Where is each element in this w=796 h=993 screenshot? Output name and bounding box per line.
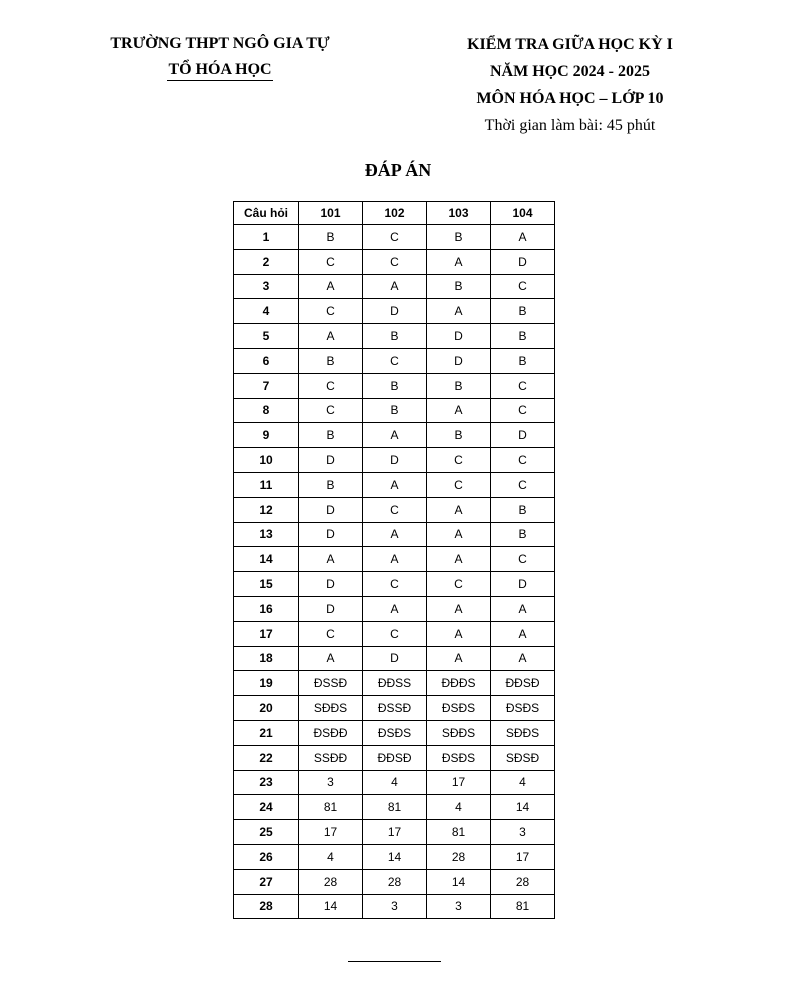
- answer-cell: ĐSSĐ: [299, 671, 363, 696]
- answer-cell: A: [427, 398, 491, 423]
- question-number: 18: [234, 646, 299, 671]
- answer-cell: A: [299, 646, 363, 671]
- answer-cell: C: [491, 274, 555, 299]
- question-number: 11: [234, 472, 299, 497]
- subject: MÔN HÓA HỌC – LỚP 10: [476, 90, 664, 107]
- answer-cell: D: [299, 448, 363, 473]
- answer-cell: B: [363, 398, 427, 423]
- answer-cell: D: [491, 572, 555, 597]
- answer-cell: ĐSĐS: [427, 696, 491, 721]
- table-row: [234, 274, 555, 299]
- answer-cell: 28: [299, 869, 363, 894]
- answer-cell: 17: [299, 820, 363, 845]
- answer-cell: C: [363, 348, 427, 373]
- answer-cell: B: [491, 324, 555, 349]
- answer-cell: 4: [363, 770, 427, 795]
- column-header-code: 102: [363, 202, 427, 225]
- answer-cell: B: [363, 373, 427, 398]
- table-row: [234, 720, 555, 745]
- answer-cell: C: [299, 373, 363, 398]
- answer-cell: D: [363, 646, 427, 671]
- duration: Thời gian làm bài: 45 phút: [484, 117, 656, 134]
- column-header-code: 103: [427, 202, 491, 225]
- question-number: 9: [234, 423, 299, 448]
- answer-cell: A: [427, 522, 491, 547]
- answer-key-table: [233, 201, 555, 919]
- answer-cell: ĐSĐS: [427, 745, 491, 770]
- answer-cell: SĐĐS: [427, 720, 491, 745]
- answer-cell: B: [427, 373, 491, 398]
- answer-cell: A: [299, 547, 363, 572]
- answer-cell: C: [299, 398, 363, 423]
- exam-header: [420, 31, 720, 139]
- column-header-code: 101: [299, 202, 363, 225]
- table-row: [234, 795, 555, 820]
- answer-cell: A: [363, 274, 427, 299]
- table-row: [234, 646, 555, 671]
- answer-cell: D: [491, 249, 555, 274]
- question-number: 6: [234, 348, 299, 373]
- answer-cell: 3: [363, 894, 427, 919]
- table-row: [234, 621, 555, 646]
- answer-cell: SĐSĐ: [491, 745, 555, 770]
- table-row: [234, 894, 555, 919]
- answer-cell: 28: [363, 869, 427, 894]
- answer-cell: C: [427, 448, 491, 473]
- answer-cell: 14: [299, 894, 363, 919]
- answer-cell: 14: [427, 869, 491, 894]
- answer-cell: C: [491, 472, 555, 497]
- table-row: [234, 596, 555, 621]
- answer-cell: C: [299, 621, 363, 646]
- question-number: 27: [234, 869, 299, 894]
- answer-cell: C: [363, 497, 427, 522]
- question-number: 1: [234, 225, 299, 250]
- table-row: [234, 225, 555, 250]
- answer-cell: A: [299, 324, 363, 349]
- answer-cell: A: [491, 646, 555, 671]
- answer-cell: 81: [363, 795, 427, 820]
- table-body: [234, 225, 555, 919]
- answer-cell: D: [363, 448, 427, 473]
- answer-cell: B: [299, 472, 363, 497]
- answer-cell: 17: [427, 770, 491, 795]
- question-number: 19: [234, 671, 299, 696]
- answer-cell: B: [299, 423, 363, 448]
- answer-cell: 14: [363, 844, 427, 869]
- answer-cell: D: [299, 596, 363, 621]
- answer-cell: C: [363, 225, 427, 250]
- table-row: [234, 398, 555, 423]
- question-number: 8: [234, 398, 299, 423]
- table-row: [234, 696, 555, 721]
- question-number: 3: [234, 274, 299, 299]
- table-row: [234, 373, 555, 398]
- answer-cell: B: [427, 423, 491, 448]
- answer-cell: D: [491, 423, 555, 448]
- answer-cell: 14: [491, 795, 555, 820]
- answer-cell: D: [427, 348, 491, 373]
- answer-cell: 17: [491, 844, 555, 869]
- table-row: [234, 844, 555, 869]
- table-row: [234, 770, 555, 795]
- answer-cell: A: [491, 225, 555, 250]
- answer-cell: C: [363, 572, 427, 597]
- answer-cell: ĐSĐS: [491, 696, 555, 721]
- question-number: 7: [234, 373, 299, 398]
- question-number: 17: [234, 621, 299, 646]
- answer-cell: 3: [491, 820, 555, 845]
- question-number: 25: [234, 820, 299, 845]
- answer-cell: A: [363, 547, 427, 572]
- column-header-code: 104: [491, 202, 555, 225]
- answer-cell: B: [491, 299, 555, 324]
- answer-cell: 3: [299, 770, 363, 795]
- school-name: TRƯỜNG THPT NGÔ GIA TỰ: [110, 35, 330, 52]
- table-row: [234, 423, 555, 448]
- question-number: 2: [234, 249, 299, 274]
- answer-cell: C: [491, 398, 555, 423]
- answer-cell: A: [427, 596, 491, 621]
- question-number: 12: [234, 497, 299, 522]
- question-number: 10: [234, 448, 299, 473]
- table-row: [234, 348, 555, 373]
- table-row: [234, 472, 555, 497]
- answer-cell: C: [363, 621, 427, 646]
- question-number: 26: [234, 844, 299, 869]
- answer-cell: A: [363, 472, 427, 497]
- answer-cell: B: [491, 348, 555, 373]
- answer-cell: A: [427, 497, 491, 522]
- answer-cell: A: [427, 249, 491, 274]
- answer-cell: 4: [427, 795, 491, 820]
- answer-cell: C: [363, 249, 427, 274]
- answer-cell: A: [427, 299, 491, 324]
- answer-cell: B: [363, 324, 427, 349]
- answer-cell: C: [427, 472, 491, 497]
- table-row: [234, 745, 555, 770]
- question-number: 4: [234, 299, 299, 324]
- table-header-row: [234, 202, 555, 225]
- answer-cell: 4: [299, 844, 363, 869]
- answer-cell: B: [427, 274, 491, 299]
- answer-cell: ĐSĐĐ: [299, 720, 363, 745]
- answer-cell: 81: [299, 795, 363, 820]
- department-name: TỔ HÓA HỌC: [167, 60, 272, 81]
- answer-cell: ĐĐSS: [363, 671, 427, 696]
- table-row: [234, 497, 555, 522]
- answer-cell: SĐĐS: [491, 720, 555, 745]
- exam-title: KIỂM TRA GIỮA HỌC KỲ I: [467, 36, 673, 53]
- table-row: [234, 572, 555, 597]
- answer-cell: B: [491, 522, 555, 547]
- answer-cell: D: [299, 497, 363, 522]
- answer-cell: A: [363, 522, 427, 547]
- question-number: 21: [234, 720, 299, 745]
- school-header: [82, 31, 358, 83]
- table-row: [234, 547, 555, 572]
- answer-cell: SĐĐS: [299, 696, 363, 721]
- table-row: [234, 869, 555, 894]
- answer-cell: A: [491, 596, 555, 621]
- answer-cell: D: [363, 299, 427, 324]
- answer-cell: C: [299, 249, 363, 274]
- answer-cell: C: [491, 547, 555, 572]
- question-number: 20: [234, 696, 299, 721]
- answer-cell: 4: [491, 770, 555, 795]
- answer-cell: ĐĐSĐ: [363, 745, 427, 770]
- question-number: 15: [234, 572, 299, 597]
- answer-cell: ĐSSĐ: [363, 696, 427, 721]
- answer-cell: A: [427, 547, 491, 572]
- answer-cell: ĐSĐS: [363, 720, 427, 745]
- question-number: 5: [234, 324, 299, 349]
- answer-cell: D: [299, 522, 363, 547]
- answer-cell: C: [299, 299, 363, 324]
- answer-cell: A: [363, 596, 427, 621]
- answer-cell: C: [427, 572, 491, 597]
- answer-cell: D: [299, 572, 363, 597]
- answer-cell: SSĐĐ: [299, 745, 363, 770]
- question-number: 23: [234, 770, 299, 795]
- answer-cell: A: [491, 621, 555, 646]
- answer-cell: A: [363, 423, 427, 448]
- answer-cell: 81: [427, 820, 491, 845]
- answer-cell: B: [299, 348, 363, 373]
- table-row: [234, 448, 555, 473]
- table-row: [234, 324, 555, 349]
- table-row: [234, 299, 555, 324]
- answer-cell: D: [427, 324, 491, 349]
- question-number: 13: [234, 522, 299, 547]
- answer-cell: 28: [491, 869, 555, 894]
- question-number: 22: [234, 745, 299, 770]
- answer-cell: C: [491, 373, 555, 398]
- table-row: [234, 249, 555, 274]
- question-number: 16: [234, 596, 299, 621]
- table-row: [234, 820, 555, 845]
- question-number: 14: [234, 547, 299, 572]
- answer-key-title: ĐÁP ÁN: [364, 160, 432, 180]
- column-header-question: Câu hỏi: [234, 202, 299, 225]
- question-number: 24: [234, 795, 299, 820]
- table-row: [234, 671, 555, 696]
- answer-cell: ĐĐĐS: [427, 671, 491, 696]
- answer-cell: 81: [491, 894, 555, 919]
- answer-cell: 3: [427, 894, 491, 919]
- school-year: NĂM HỌC 2024 - 2025: [490, 63, 650, 80]
- question-number: 28: [234, 894, 299, 919]
- answer-cell: A: [427, 621, 491, 646]
- answer-cell: ĐĐSĐ: [491, 671, 555, 696]
- answer-cell: A: [427, 646, 491, 671]
- table-row: [234, 522, 555, 547]
- answer-cell: C: [491, 448, 555, 473]
- answer-cell: 17: [363, 820, 427, 845]
- answer-cell: 28: [427, 844, 491, 869]
- answer-cell: B: [491, 497, 555, 522]
- answer-cell: B: [299, 225, 363, 250]
- answer-cell: B: [427, 225, 491, 250]
- answer-cell: A: [299, 274, 363, 299]
- footer-divider: [348, 961, 441, 962]
